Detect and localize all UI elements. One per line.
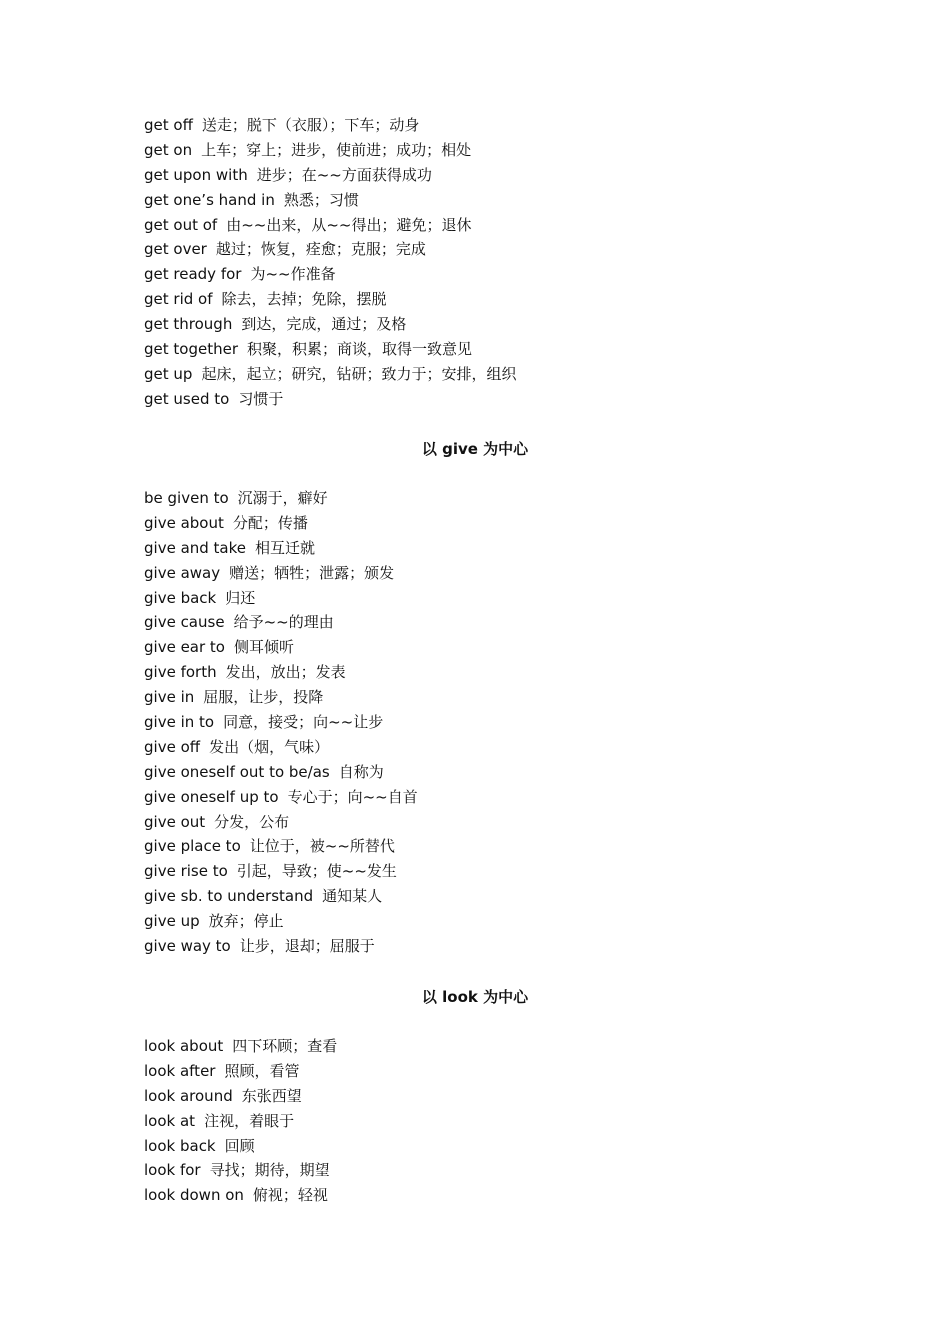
phrase: give ear to xyxy=(144,638,225,657)
phrase: get used to xyxy=(144,389,230,408)
list-item xyxy=(144,287,844,312)
phrase: get over xyxy=(144,240,207,259)
phrase: get upon with xyxy=(144,165,248,184)
meaning: 引起，导致；使~~发生 xyxy=(236,862,397,881)
meaning: 四下环顾；查看 xyxy=(232,1037,338,1055)
meaning: 积聚，积累；商谈，取得一致意见 xyxy=(247,340,473,359)
list-item xyxy=(144,834,844,859)
list-item xyxy=(144,337,844,362)
phrase: look for xyxy=(144,1161,201,1180)
phrase: give in to xyxy=(144,713,215,732)
meaning: 同意，接受；向~~让步 xyxy=(223,713,384,732)
phrase: give cause xyxy=(144,613,225,632)
meaning: 让步，退却；屈服于 xyxy=(239,937,375,956)
phrase: give rise to xyxy=(144,862,228,881)
meaning: 寻找；期待，期望 xyxy=(209,1161,330,1180)
list-item xyxy=(144,262,844,287)
meaning: 分配；传播 xyxy=(232,513,308,532)
list-item xyxy=(144,113,844,138)
list-item xyxy=(144,735,844,760)
meaning: 熟悉；习惯 xyxy=(283,190,359,209)
phrase: get one’s hand in xyxy=(144,190,275,209)
phrase: give oneself out to be/as xyxy=(144,762,330,781)
meaning: 相互迁就 xyxy=(255,538,316,557)
phrase: give about xyxy=(144,513,224,532)
meaning: 越过；恢复，痊愈；克服；完成 xyxy=(215,240,426,259)
meaning: 俯视；轻视 xyxy=(252,1186,328,1205)
phrase: look after xyxy=(144,1061,216,1080)
section-heading-look: 以 look 为中心 xyxy=(421,988,529,1006)
phrase: look at xyxy=(144,1111,196,1130)
phrase: give away xyxy=(144,563,221,582)
phrase: look back xyxy=(144,1136,216,1155)
phrase: give forth xyxy=(144,663,217,682)
list-item xyxy=(144,561,844,586)
meaning: 赠送；牺牲；泄露；颁发 xyxy=(229,563,395,582)
meaning: 到达，完成，通过；及格 xyxy=(241,315,407,334)
phrase: get ready for xyxy=(144,265,242,284)
meaning: 东张西望 xyxy=(241,1086,302,1105)
meaning: 上车；穿上；进步，使前进；成功；相处 xyxy=(201,140,472,159)
list-item xyxy=(144,660,844,685)
meaning: 注视，着眼于 xyxy=(204,1111,295,1130)
phrase: look down on xyxy=(144,1186,244,1205)
meaning: 侧耳倾听 xyxy=(233,638,294,657)
list-item xyxy=(144,909,844,934)
list-item xyxy=(144,710,844,735)
meaning: 习惯于 xyxy=(238,389,284,408)
phrase: give place to xyxy=(144,837,241,856)
meaning: 照顾，看管 xyxy=(224,1061,300,1080)
meaning: 起床，起立；研究，钻研；致力于；安排，组织 xyxy=(201,364,517,383)
section-heading-give: 以 give 为中心 xyxy=(421,440,529,458)
list-item xyxy=(144,859,844,884)
meaning: 放弃；停止 xyxy=(208,912,284,931)
list-item xyxy=(144,163,844,188)
list-item xyxy=(144,511,844,536)
meaning: 分发，公布 xyxy=(214,812,290,831)
list-item xyxy=(144,1034,844,1059)
phrase: get up xyxy=(144,364,193,383)
list-item xyxy=(144,138,844,163)
meaning: 送走；脱下（衣服）；下车；动身 xyxy=(201,116,420,134)
list-item xyxy=(144,884,844,909)
phrase: get together xyxy=(144,340,238,359)
list-item xyxy=(144,486,844,511)
phrase-list-give xyxy=(144,486,844,959)
list-item xyxy=(144,1134,844,1159)
list-item xyxy=(144,610,844,635)
meaning: 专心于；向~~自首 xyxy=(287,787,418,806)
meaning: 归还 xyxy=(225,588,256,607)
phrase: get rid of xyxy=(144,290,213,309)
phrase: give out xyxy=(144,812,206,831)
phrase-list-get xyxy=(144,113,844,412)
phrase: give sb. to understand xyxy=(144,887,314,906)
list-item xyxy=(144,760,844,785)
list-item xyxy=(144,934,844,959)
list-item xyxy=(144,1158,844,1183)
meaning: 自称为 xyxy=(338,762,384,781)
phrase: get through xyxy=(144,315,233,334)
list-item xyxy=(144,586,844,611)
list-item xyxy=(144,387,844,412)
phrase: look around xyxy=(144,1086,233,1105)
phrase: give off xyxy=(144,737,201,756)
list-item xyxy=(144,188,844,213)
list-item xyxy=(144,785,844,810)
phrase: give in xyxy=(144,688,195,707)
meaning: 让位于，被~~所替代 xyxy=(249,837,395,856)
phrase: give way to xyxy=(144,937,231,956)
list-item xyxy=(144,635,844,660)
list-item xyxy=(144,237,844,262)
phrase: look about xyxy=(144,1037,224,1055)
meaning: 给予~~的理由 xyxy=(233,613,334,632)
phrase: get off xyxy=(144,116,193,134)
meaning: 回顾 xyxy=(224,1136,255,1155)
phrase: give and take xyxy=(144,538,247,557)
list-item xyxy=(144,1183,844,1208)
phrase: get on xyxy=(144,140,193,159)
list-item xyxy=(144,1109,844,1134)
phrase: give back xyxy=(144,588,217,607)
meaning: 由~~出来，从~~得出；避免；退休 xyxy=(226,215,472,234)
meaning: 为~~作准备 xyxy=(250,265,336,284)
list-item xyxy=(144,536,844,561)
phrase: get out of xyxy=(144,215,218,234)
meaning: 除去，去掉；免除，摆脱 xyxy=(221,290,387,309)
meaning: 发出（烟，气味） xyxy=(209,737,330,756)
phrase: be given to xyxy=(144,489,229,507)
list-item xyxy=(144,362,844,387)
phrase: give oneself up to xyxy=(144,787,279,806)
phrase-list-look xyxy=(144,1034,844,1208)
meaning: 沉溺于，癖好 xyxy=(237,489,328,507)
list-item xyxy=(144,685,844,710)
meaning: 通知某人 xyxy=(322,887,383,906)
meaning: 屈服，让步，投降 xyxy=(203,688,324,707)
list-item xyxy=(144,312,844,337)
phrase: give up xyxy=(144,912,200,931)
list-item xyxy=(144,810,844,835)
meaning: 发出，放出；发表 xyxy=(225,663,346,682)
list-item xyxy=(144,1059,844,1084)
meaning: 进步；在~~方面获得成功 xyxy=(256,165,432,184)
list-item xyxy=(144,213,844,238)
list-item xyxy=(144,1084,844,1109)
